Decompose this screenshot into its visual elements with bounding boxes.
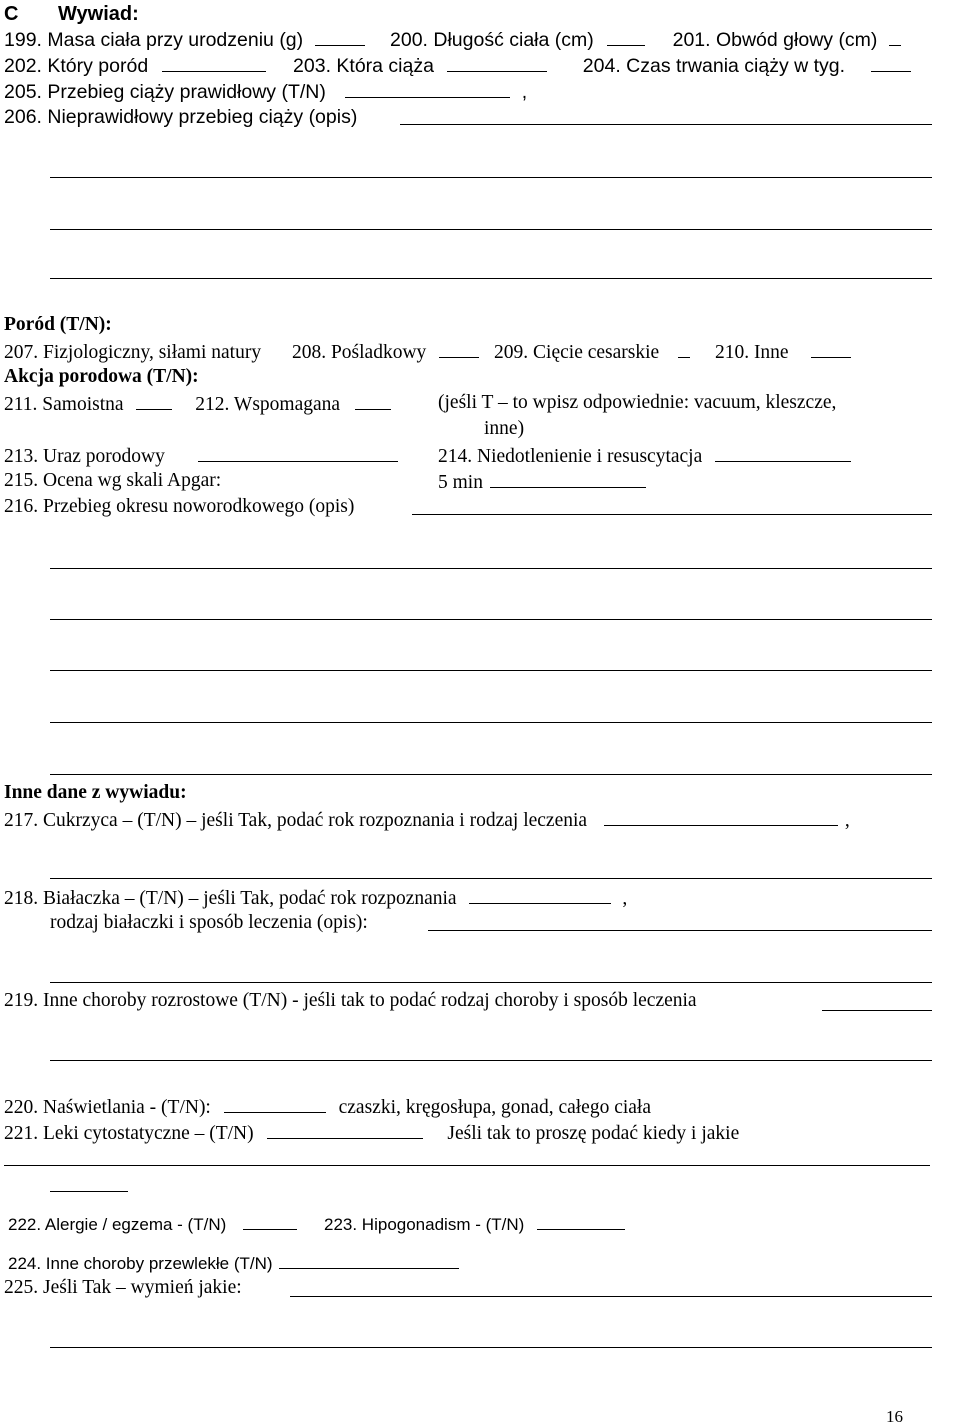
q214-label: 214. Niedotlenienie i resuscytacja (438, 446, 703, 467)
q201-field[interactable] (889, 28, 901, 46)
q217-line-2[interactable] (50, 878, 932, 879)
q205-field[interactable] (345, 80, 510, 98)
q220-row (4, 1095, 651, 1119)
q206-field[interactable] (400, 124, 932, 125)
q211-label: 211. Samoistna (4, 394, 124, 415)
akcja-heading: Akcja porodowa (T/N): (4, 366, 199, 387)
q207-label: 207. Fizjologiczny, siłami natury (4, 342, 262, 363)
q203-field[interactable] (447, 54, 547, 72)
q218-year-field[interactable] (469, 886, 611, 904)
q223-row (324, 1214, 625, 1236)
q222-row (8, 1214, 297, 1236)
q200-field[interactable] (607, 28, 645, 46)
q202-label: 202. Który poród (4, 55, 149, 77)
q221-prompt: Jeśli tak to proszę podać kiedy i jakie (447, 1123, 740, 1144)
q220-field[interactable] (224, 1095, 326, 1113)
q221-line-3[interactable] (50, 1191, 128, 1192)
q217-row (4, 808, 850, 832)
q225-line-2[interactable] (50, 1347, 932, 1348)
q201-label: 201. Obwód głowy (cm) (672, 29, 878, 51)
q221-line-2[interactable] (4, 1165, 930, 1166)
q199-label: 199. Masa ciała przy urodzeniu (g) (4, 29, 304, 51)
q215-label: 215. Ocena wg skali Apgar: (4, 470, 222, 491)
q225-field[interactable] (290, 1296, 932, 1297)
q215-min-label: 5 min (438, 472, 483, 493)
porod-row (4, 340, 851, 364)
q211-row (4, 392, 391, 416)
q206-line-3[interactable] (50, 229, 932, 230)
q219-label: 219. Inne choroby rozrostowe (T/N) - jeśli tak to podać rodzaj choroby i sposób leczenia (4, 990, 697, 1011)
q218-row (4, 886, 627, 910)
q223-field[interactable] (537, 1215, 625, 1230)
q203-label: 203. Która ciąża (293, 55, 434, 77)
q215-field[interactable] (490, 470, 646, 488)
q221-label: 221. Leki cytostatyczne – (T/N) (4, 1123, 254, 1144)
q208-label: 208. Pośladkowy (291, 342, 427, 363)
q212-label: 212. Wspomagana (195, 394, 341, 415)
q215-apgar-row (438, 470, 646, 494)
q220-options: czaszki, kręgosłupa, gonad, całego ciała (338, 1097, 652, 1118)
q213-label: 213. Uraz porodowy (4, 446, 165, 467)
section-title: Wywiad: (58, 3, 139, 25)
q219-line-2[interactable] (50, 1060, 932, 1061)
q213-row (4, 444, 398, 468)
q221-field[interactable] (267, 1121, 423, 1139)
q222-field[interactable] (243, 1215, 297, 1230)
q223-label: 223. Hipogonadism - (T/N) (324, 1215, 525, 1234)
q205-label: 205. Przebieg ciąży prawidłowy (T/N) (4, 81, 326, 103)
q216-field[interactable] (412, 514, 932, 515)
q218b-field[interactable] (428, 930, 932, 931)
q211-field[interactable] (136, 392, 172, 410)
q218b-label: rodzaj białaczki i sposób leczenia (opis): (50, 912, 368, 933)
q213-field[interactable] (198, 444, 398, 462)
q214-row (438, 444, 851, 468)
q217-comma: , (844, 810, 850, 831)
porod-heading: Poród (T/N): (4, 314, 112, 335)
q205-comma: , (521, 81, 528, 103)
inne-heading: Inne dane z wywiadu: (4, 782, 187, 803)
q218b-line-2[interactable] (50, 982, 932, 983)
q208-field[interactable] (439, 340, 479, 358)
q204-field[interactable] (871, 54, 911, 72)
q219-field[interactable] (822, 1010, 932, 1011)
q206-line-4[interactable] (50, 278, 932, 279)
q221-row (4, 1121, 739, 1145)
q216-line-5[interactable] (50, 722, 932, 723)
q202-field[interactable] (162, 54, 266, 72)
q199-row (4, 28, 901, 51)
q217-label: 217. Cukrzyca – (T/N) – jeśli Tak, podać rok rozpoznania i rodzaj leczenia (4, 810, 588, 831)
q210-label: 210. Inne (714, 342, 789, 363)
q209-field[interactable] (678, 340, 690, 358)
q212-note-2: inne) (484, 418, 525, 439)
section-letter: C (4, 3, 19, 25)
q202-row (4, 54, 911, 77)
page-number: 16 (886, 1407, 903, 1426)
q218-label: 218. Białaczka – (T/N) – jeśli Tak, podać rok rozpoznania (4, 888, 457, 909)
q216-line-6[interactable] (50, 774, 932, 775)
q216-label: 216. Przebieg okresu noworodkowego (opis) (4, 496, 355, 517)
q224-label: 224. Inne choroby przewlekłe (T/N) (8, 1254, 273, 1273)
q225-label: 225. Jeśli Tak – wymień jakie: (4, 1277, 242, 1298)
q205-row (4, 80, 527, 103)
q222-label: 222. Alergie / egzema - (T/N) (8, 1215, 227, 1234)
q220-label: 220. Naświetlania - (T/N): (4, 1097, 211, 1118)
q200-label: 200. Długość ciała (cm) (390, 29, 594, 51)
q210-field[interactable] (811, 340, 851, 358)
q217-field[interactable] (604, 808, 838, 826)
q206-label: 206. Nieprawidłowy przebieg ciąży (opis) (4, 106, 358, 128)
q216-line-3[interactable] (50, 619, 932, 620)
q212-field[interactable] (355, 392, 391, 410)
q216-line-4[interactable] (50, 670, 932, 671)
q224-row (8, 1253, 459, 1275)
q209-label: 209. Cięcie cesarskie (494, 342, 660, 363)
q204-label: 204. Czas trwania ciąży w tyg. (582, 55, 846, 77)
q199-field[interactable] (315, 28, 365, 46)
q212-note-1: (jeśli T – to wpisz odpowiednie: vacuum, kleszcze, (438, 392, 837, 413)
q224-field[interactable] (279, 1254, 459, 1269)
q206-line-2[interactable] (50, 177, 932, 178)
q214-field[interactable] (715, 444, 851, 462)
q218-comma: , (622, 888, 628, 909)
q216-line-2[interactable] (50, 568, 932, 569)
